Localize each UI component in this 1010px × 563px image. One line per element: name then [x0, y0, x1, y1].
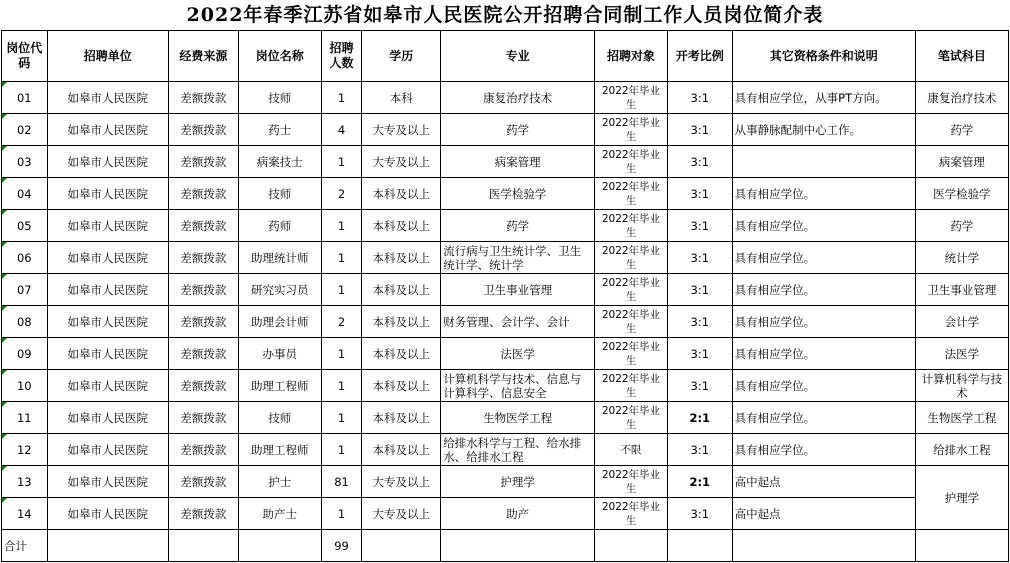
cell-exam: 法医学 [915, 338, 1008, 370]
header-code: 岗位代码 [2, 31, 48, 82]
cell-edu: 本科及以上 [362, 274, 441, 306]
cell-unit: 如皋市人民医院 [47, 466, 168, 498]
cell-code: 05 [2, 210, 48, 242]
cell-major: 助产 [441, 498, 595, 530]
table-row [2, 402, 1009, 434]
cell-target: 2022年毕业生 [595, 466, 668, 498]
cell-num: 1 [321, 370, 361, 402]
empty-cell [732, 530, 915, 562]
cell-target: 不限 [595, 434, 668, 466]
header-ratio: 开考比例 [667, 31, 732, 82]
cell-post: 药士 [238, 114, 321, 146]
cell-fund: 差额拨款 [168, 146, 238, 178]
table-row [2, 274, 1009, 306]
cell-num: 1 [321, 338, 361, 370]
cell-code: 06 [2, 242, 48, 274]
cell-ratio: 3:1 [667, 114, 732, 146]
cell-edu: 本科及以上 [362, 210, 441, 242]
empty-cell [667, 530, 732, 562]
cell-ratio: 3:1 [667, 370, 732, 402]
cell-target: 2022年毕业生 [595, 82, 668, 114]
cell-post: 助理统计师 [238, 242, 321, 274]
total-num: 99 [321, 530, 361, 562]
cell-edu: 大专及以上 [362, 114, 441, 146]
cell-other: 具有相应学位。 [732, 402, 915, 434]
cell-num: 1 [321, 146, 361, 178]
cell-post: 护士 [238, 466, 321, 498]
empty-cell [168, 530, 238, 562]
cell-target: 2022年毕业生 [595, 370, 668, 402]
header-num: 招聘人数 [321, 31, 361, 82]
cell-other: 具有相应学位。 [732, 274, 915, 306]
cell-fund: 差额拨款 [168, 82, 238, 114]
cell-edu: 大专及以上 [362, 466, 441, 498]
header-unit: 招聘单位 [47, 31, 168, 82]
cell-major: 给排水科学与工程、给水排水、给排水工程 [441, 434, 595, 466]
table-row [2, 306, 1009, 338]
cell-target: 2022年毕业生 [595, 306, 668, 338]
cell-fund: 差额拨款 [168, 242, 238, 274]
cell-post: 助理会计师 [238, 306, 321, 338]
cell-major: 生物医学工程 [441, 402, 595, 434]
cell-ratio: 3:1 [667, 434, 732, 466]
table-row [2, 210, 1009, 242]
cell-target: 2022年毕业生 [595, 338, 668, 370]
cell-other: 从事静脉配制中心工作。 [732, 114, 915, 146]
cell-major: 卫生事业管理 [441, 274, 595, 306]
header-fund: 经费来源 [168, 31, 238, 82]
cell-post: 助理工程师 [238, 370, 321, 402]
cell-unit: 如皋市人民医院 [47, 242, 168, 274]
cell-target: 2022年毕业生 [595, 242, 668, 274]
cell-unit: 如皋市人民医院 [47, 370, 168, 402]
cell-unit: 如皋市人民医院 [47, 498, 168, 530]
table-row [2, 114, 1009, 146]
empty-cell [915, 530, 1008, 562]
table-row [2, 498, 1009, 530]
cell-code: 09 [2, 338, 48, 370]
cell-target: 2022年毕业生 [595, 274, 668, 306]
cell-edu: 大专及以上 [362, 146, 441, 178]
total-label: 合计 [2, 530, 48, 562]
cell-ratio: 3:1 [667, 274, 732, 306]
cell-edu: 本科及以上 [362, 306, 441, 338]
cell-major: 流行病与卫生统计学、卫生统计学、统计学 [441, 242, 595, 274]
cell-post: 研究实习员 [238, 274, 321, 306]
cell-unit: 如皋市人民医院 [47, 178, 168, 210]
cell-num: 4 [321, 114, 361, 146]
cell-fund: 差额拨款 [168, 498, 238, 530]
cell-target: 2022年毕业生 [595, 402, 668, 434]
cell-ratio: 2:1 [667, 466, 732, 498]
cell-other: 具有相应学位。 [732, 210, 915, 242]
cell-code: 12 [2, 434, 48, 466]
cell-post: 药师 [238, 210, 321, 242]
cell-major: 药学 [441, 114, 595, 146]
table-row [2, 146, 1009, 178]
cell-other: 具有相应学位。 [732, 434, 915, 466]
cell-post: 技师 [238, 178, 321, 210]
cell-fund: 差额拨款 [168, 114, 238, 146]
header-other: 其它资格条件和说明 [732, 31, 915, 82]
total-row [2, 530, 1009, 562]
cell-code: 03 [2, 146, 48, 178]
cell-exam: 护理学 [915, 466, 1008, 530]
cell-edu: 本科及以上 [362, 242, 441, 274]
cell-exam: 医学检验学 [915, 178, 1008, 210]
empty-cell [47, 530, 168, 562]
cell-major: 法医学 [441, 338, 595, 370]
empty-cell [238, 530, 321, 562]
cell-ratio: 3:1 [667, 210, 732, 242]
cell-major: 病案管理 [441, 146, 595, 178]
cell-ratio: 3:1 [667, 178, 732, 210]
empty-cell [362, 530, 441, 562]
cell-fund: 差额拨款 [168, 210, 238, 242]
cell-exam: 会计学 [915, 306, 1008, 338]
cell-edu: 本科及以上 [362, 338, 441, 370]
cell-code: 07 [2, 274, 48, 306]
cell-exam: 卫生事业管理 [915, 274, 1008, 306]
cell-exam: 给排水工程 [915, 434, 1008, 466]
cell-unit: 如皋市人民医院 [47, 402, 168, 434]
cell-unit: 如皋市人民医院 [47, 146, 168, 178]
cell-other: 具有相应学位。 [732, 178, 915, 210]
cell-fund: 差额拨款 [168, 370, 238, 402]
cell-num: 2 [321, 306, 361, 338]
header-major: 专业 [441, 31, 595, 82]
cell-num: 1 [321, 274, 361, 306]
cell-unit: 如皋市人民医院 [47, 114, 168, 146]
cell-num: 81 [321, 466, 361, 498]
cell-num: 1 [321, 434, 361, 466]
page-title: 2022年春季江苏省如皋市人民医院公开招聘合同制工作人员岗位简介表 [186, 4, 824, 26]
cell-major: 财务管理、会计学、会计 [441, 306, 595, 338]
table-header-row [2, 31, 1009, 82]
cell-other: 具有相应学位。 [732, 370, 915, 402]
table-row [2, 82, 1009, 114]
cell-unit: 如皋市人民医院 [47, 82, 168, 114]
cell-post: 技师 [238, 82, 321, 114]
cell-major: 药学 [441, 210, 595, 242]
cell-code: 14 [2, 498, 48, 530]
cell-num: 1 [321, 242, 361, 274]
cell-code: 10 [2, 370, 48, 402]
cell-major: 计算机科学与技术、信息与计算科学、信息安全 [441, 370, 595, 402]
table-row [2, 434, 1009, 466]
cell-exam: 生物医学工程 [915, 402, 1008, 434]
cell-num: 1 [321, 82, 361, 114]
cell-fund: 差额拨款 [168, 178, 238, 210]
cell-num: 1 [321, 402, 361, 434]
cell-ratio: 3:1 [667, 146, 732, 178]
cell-edu: 本科及以上 [362, 434, 441, 466]
cell-exam: 计算机科学与技术 [915, 370, 1008, 402]
cell-ratio: 2:1 [667, 402, 732, 434]
table-row [2, 178, 1009, 210]
cell-code: 11 [2, 402, 48, 434]
cell-fund: 差额拨款 [168, 402, 238, 434]
cell-edu: 本科及以上 [362, 178, 441, 210]
cell-num: 2 [321, 178, 361, 210]
cell-post: 病案技士 [238, 146, 321, 178]
header-post: 岗位名称 [238, 31, 321, 82]
table-row [2, 466, 1009, 498]
cell-exam: 药学 [915, 210, 1008, 242]
cell-post: 技师 [238, 402, 321, 434]
header-exam: 笔试科目 [915, 31, 1008, 82]
cell-edu: 大专及以上 [362, 498, 441, 530]
cell-target: 2022年毕业生 [595, 114, 668, 146]
cell-unit: 如皋市人民医院 [47, 434, 168, 466]
cell-code: 13 [2, 466, 48, 498]
cell-target: 2022年毕业生 [595, 146, 668, 178]
cell-target: 2022年毕业生 [595, 210, 668, 242]
cell-other [732, 146, 915, 178]
cell-other: 具有相应学位。 [732, 338, 915, 370]
cell-other: 具有相应学位。 [732, 242, 915, 274]
cell-exam: 病案管理 [915, 146, 1008, 178]
cell-ratio: 3:1 [667, 306, 732, 338]
positions-table [1, 30, 1009, 562]
table-row [2, 370, 1009, 402]
cell-code: 04 [2, 178, 48, 210]
cell-unit: 如皋市人民医院 [47, 306, 168, 338]
cell-ratio: 3:1 [667, 82, 732, 114]
cell-ratio: 3:1 [667, 338, 732, 370]
cell-other: 高中起点 [732, 466, 915, 498]
cell-fund: 差额拨款 [168, 338, 238, 370]
cell-fund: 差额拨款 [168, 306, 238, 338]
cell-edu: 本科及以上 [362, 402, 441, 434]
cell-post: 办事员 [238, 338, 321, 370]
cell-num: 1 [321, 210, 361, 242]
cell-fund: 差额拨款 [168, 274, 238, 306]
cell-edu: 本科及以上 [362, 370, 441, 402]
cell-exam: 药学 [915, 114, 1008, 146]
cell-fund: 差额拨款 [168, 434, 238, 466]
cell-major: 医学检验学 [441, 178, 595, 210]
cell-fund: 差额拨款 [168, 466, 238, 498]
table-row [2, 338, 1009, 370]
cell-edu: 本科 [362, 82, 441, 114]
cell-other: 具有相应学位。 [732, 306, 915, 338]
cell-unit: 如皋市人民医院 [47, 274, 168, 306]
cell-unit: 如皋市人民医院 [47, 338, 168, 370]
cell-post: 助产士 [238, 498, 321, 530]
cell-num: 1 [321, 498, 361, 530]
header-target: 招聘对象 [595, 31, 668, 82]
cell-target: 2022年毕业生 [595, 178, 668, 210]
cell-unit: 如皋市人民医院 [47, 210, 168, 242]
cell-post: 助理工程师 [238, 434, 321, 466]
cell-ratio: 3:1 [667, 498, 732, 530]
cell-other: 高中起点 [732, 498, 915, 530]
cell-other: 具有相应学位，从事PT方向。 [732, 82, 915, 114]
empty-cell [441, 530, 595, 562]
cell-ratio: 3:1 [667, 242, 732, 274]
cell-major: 康复治疗技术 [441, 82, 595, 114]
cell-code: 02 [2, 114, 48, 146]
empty-cell [595, 530, 668, 562]
cell-code: 01 [2, 82, 48, 114]
header-edu: 学历 [362, 31, 441, 82]
cell-target: 2022年毕业生 [595, 498, 668, 530]
cell-exam: 统计学 [915, 242, 1008, 274]
cell-exam: 康复治疗技术 [915, 82, 1008, 114]
cell-major: 护理学 [441, 466, 595, 498]
table-row [2, 242, 1009, 274]
cell-code: 08 [2, 306, 48, 338]
